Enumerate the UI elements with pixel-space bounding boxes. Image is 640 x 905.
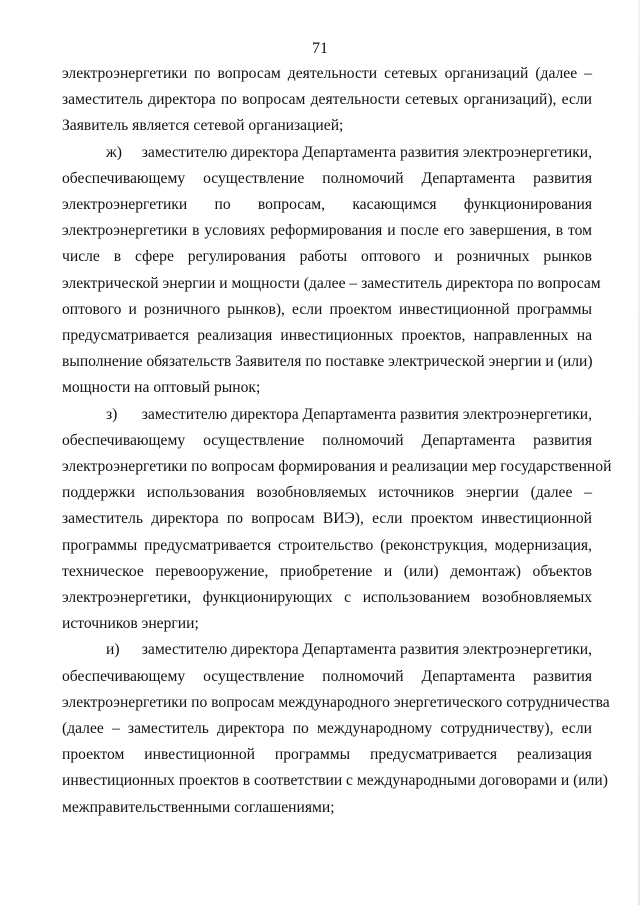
list-marker: з) xyxy=(106,405,118,423)
line-text: заместитель директора по вопросам ВИЭ), если проектом инвестиционной xyxy=(62,510,592,528)
text-line xyxy=(62,297,592,323)
text-line xyxy=(62,742,592,768)
text-line xyxy=(62,402,592,428)
line-text: предусматривается реализация инвестиционных проектов, направленных на xyxy=(62,327,592,345)
text-line xyxy=(62,140,592,166)
text-line xyxy=(62,533,592,559)
text-line xyxy=(62,375,592,401)
text-line xyxy=(62,349,592,375)
text-line xyxy=(62,795,592,821)
text-line xyxy=(62,559,592,585)
text-line xyxy=(62,87,592,113)
text-line xyxy=(62,690,610,716)
line-text: заместителю директора Департамента развития электроэнергетики, xyxy=(141,143,593,161)
text-line xyxy=(62,244,592,270)
text-line xyxy=(62,113,592,139)
text-line xyxy=(62,218,592,244)
text-line xyxy=(62,506,592,532)
line-text: обеспечивающему осуществление полномочий Департамента развития xyxy=(62,667,592,685)
list-marker: и) xyxy=(106,641,120,659)
paragraph xyxy=(62,637,610,820)
page-number: 71 xyxy=(312,40,328,57)
line-text: Заявитель является сетевой организацией; xyxy=(62,117,344,135)
line-text: (далее – заместитель директора по международному сотрудничеству), если xyxy=(62,720,592,738)
line-text: программы предусматривается строительство (реконструкция, модернизация, xyxy=(62,536,592,554)
line-text: заместитель директора по вопросам деятельности сетевых организаций), если xyxy=(62,91,592,109)
text-line xyxy=(62,611,592,637)
line-text: выполнение обязательств Заявителя по поставке электрической энергии и (или) xyxy=(62,353,593,371)
paragraph xyxy=(62,61,592,140)
text-line xyxy=(62,61,592,87)
text-line xyxy=(62,428,592,454)
text-line xyxy=(62,716,592,742)
line-text: источников энергии; xyxy=(62,615,199,633)
line-text: заместителю директора Департамента развития электроэнергетики, xyxy=(141,641,593,659)
line-text: оптового и розничного рынков), если проектом инвестиционной программы xyxy=(62,300,592,318)
text-line xyxy=(62,637,592,663)
text-line xyxy=(62,664,592,690)
text-line xyxy=(62,166,592,192)
line-text: инвестиционных проектов в соответствии с международными договорами и (или) xyxy=(62,772,608,790)
line-text: электроэнергетики по вопросам формирования и реализации мер государственной xyxy=(62,458,612,476)
line-text: заместителю директора Департамента развития электроэнергетики, xyxy=(141,405,593,423)
line-text: числе в сфере регулирования работы оптового и розничных рынков xyxy=(62,248,592,266)
paragraph xyxy=(62,402,612,638)
line-text: проектом инвестиционной программы предусматривается реализация xyxy=(62,746,592,764)
line-text: техническое перевооружение, приобретение и (или) демонтаж) объектов xyxy=(62,562,592,580)
paragraph xyxy=(62,140,601,402)
line-text: электроэнергетики по вопросам деятельности сетевых организаций (далее – xyxy=(62,65,592,82)
line-text: межправительственными соглашениями; xyxy=(62,798,335,816)
document-body xyxy=(62,61,612,821)
text-line xyxy=(62,454,612,480)
line-text: электрической энергии и мощности (далее – заместитель директора по вопросам xyxy=(62,274,601,292)
line-text: поддержки использования возобновляемых источников энергии (далее – xyxy=(62,484,592,502)
text-line xyxy=(62,192,592,218)
line-text: электроэнергетики, функционирующих с использованием возобновляемых xyxy=(62,589,592,607)
list-marker: ж) xyxy=(106,143,122,161)
line-text: обеспечивающему осуществление полномочий Департамента развития xyxy=(62,169,592,187)
line-text: электроэнергетики по вопросам, касающимся функционирования xyxy=(62,196,592,214)
text-line xyxy=(62,323,592,349)
text-line xyxy=(62,271,601,297)
line-text: мощности на оптовый рынок; xyxy=(62,379,261,397)
text-line xyxy=(62,480,592,506)
text-line xyxy=(62,585,592,611)
line-text: обеспечивающему осуществление полномочий Департамента развития xyxy=(62,431,592,449)
line-text: электроэнергетики в условиях реформирования и после его завершения, в том xyxy=(62,222,592,240)
line-text: электроэнергетики по вопросам международного энергетического сотрудничества xyxy=(62,693,610,711)
text-line xyxy=(62,768,608,794)
